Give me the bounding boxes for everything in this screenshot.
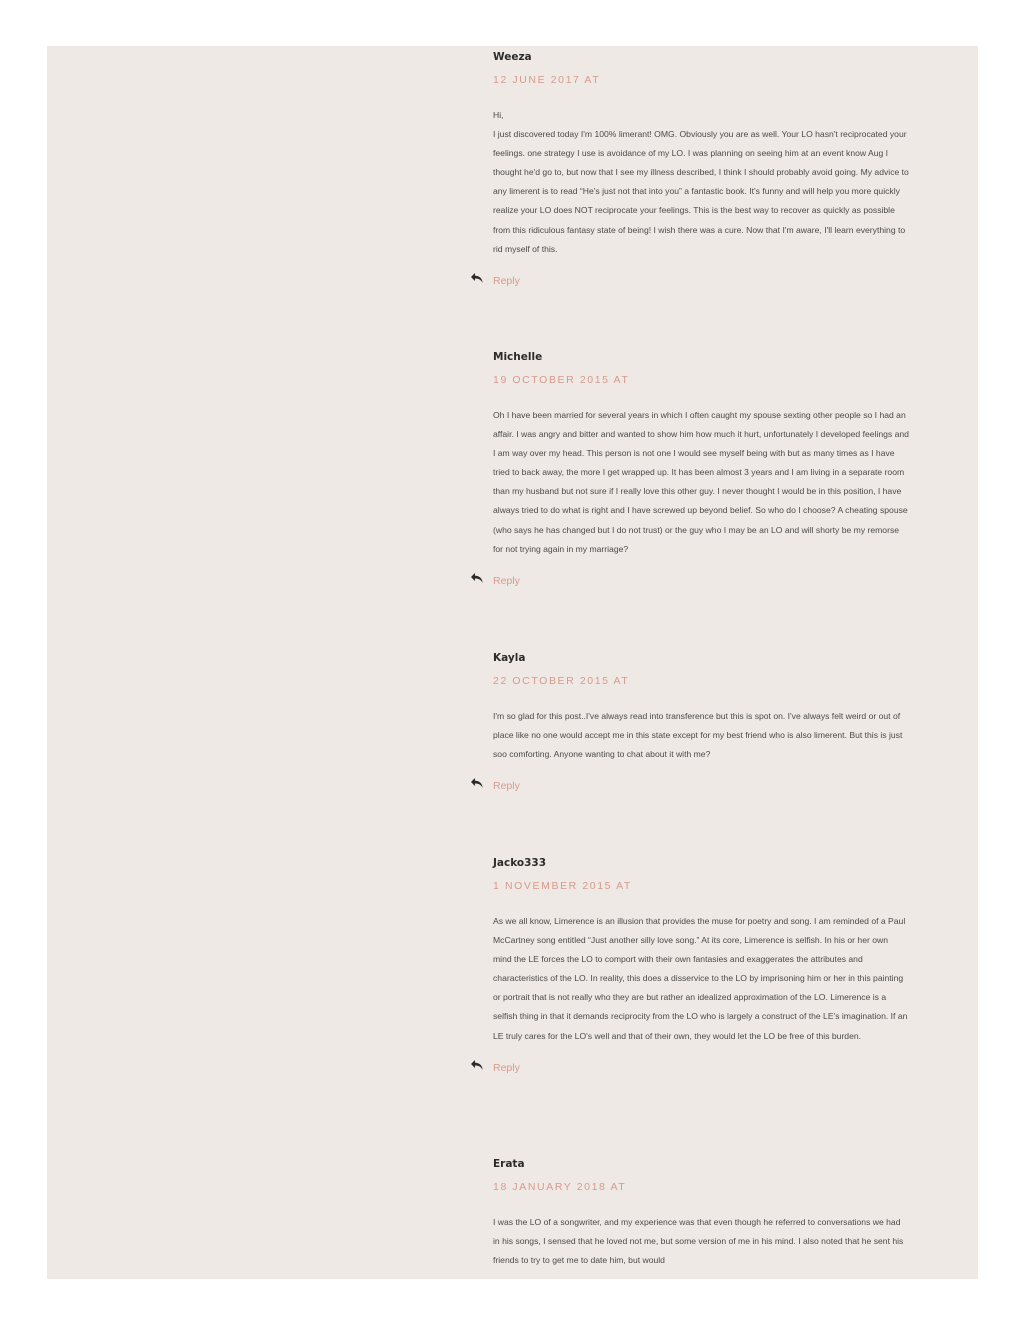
comment-body xyxy=(493,1213,909,1270)
comment xyxy=(493,349,909,586)
reply-link[interactable]: Reply xyxy=(493,780,520,793)
comment xyxy=(493,855,909,1073)
reply-arrow-icon xyxy=(470,777,484,789)
reply-arrow-icon xyxy=(470,572,484,584)
comment-author: Michelle xyxy=(493,351,543,363)
comment-author: Jacko333 xyxy=(493,857,547,869)
comment-body xyxy=(493,406,909,559)
comment-paragraph: As we all know, Limerence is an illusion that provides the muse for poetry and song. I am reminded of a Paul McCartney song entitled “Just another silly love song.” At its core, Limerence is selfish. In his or her own mind the LE forces the LO to comport with their own fantasies and exaggerates the attributes and characteristics of the LO. In reality, this does a disservice to the LO by imprisoning him or her in this painting or portrait that is not really who they are but rather an idealized approximation of the LO. Limerence is a selfish thing in that it demands reciprocity from the LO who is largely a construct of the LE's imagination. If an LE truly cares for the LO's well and that of their own, they would let the LO be free of this burden. xyxy=(493,916,908,1041)
comment-date[interactable]: 18 JANUARY 2018 AT xyxy=(493,1181,627,1193)
comment-body xyxy=(493,912,909,1046)
comment-paragraph: Hi, xyxy=(493,110,504,120)
comment-author: Kayla xyxy=(493,652,526,664)
comment-paragraph: I was the LO of a songwriter, and my experience was that even though he referred to conversations we had in his songs, I sensed that he loved not me, but some version of me in his mind. I also noted that he sent his friends to try to get me to date him, but would xyxy=(493,1217,904,1266)
comment-date[interactable]: 19 OCTOBER 2015 AT xyxy=(493,374,630,386)
comment-body xyxy=(493,106,909,259)
comments-panel xyxy=(47,46,978,1279)
reply-link[interactable]: Reply xyxy=(493,274,520,287)
comment-paragraph: Oh I have been married for several years in which I often caught my spouse sexting other people so I had an affair. I was angry and bitter and wanted to show him how much it hurt, unfortunately I developed feelings and I am way over my head. This person is not one I would see myself being with but as many times as I have tried to back away, the more I get wrapped up. It has been almost 3 years and I am living in a separate room than my husband but not sure if I really love this other guy. I never thought I would be in this position, I have always tried to do what is right and I have screwed up beyond belief. So who do I choose? A cheating spouse (who says he has changed but I do not trust) or the guy who I may be an LO and will shorty be my remorse for not trying again in my marriage? xyxy=(493,410,909,554)
comment-author: Erata xyxy=(493,1158,525,1170)
comment-body xyxy=(493,707,909,764)
comment-date[interactable]: 1 NOVEMBER 2015 AT xyxy=(493,880,632,892)
reply-button[interactable] xyxy=(493,272,909,286)
comment-date[interactable]: 12 JUNE 2017 AT xyxy=(493,74,601,86)
comment-author: Weeza xyxy=(493,51,532,63)
comment-date[interactable]: 22 OCTOBER 2015 AT xyxy=(493,675,630,687)
reply-link[interactable]: Reply xyxy=(493,574,520,587)
reply-arrow-icon xyxy=(470,272,484,284)
comment xyxy=(493,1156,909,1270)
reply-link[interactable]: Reply xyxy=(493,1061,520,1074)
reply-button[interactable] xyxy=(493,777,909,791)
reply-button[interactable] xyxy=(493,1059,909,1073)
comment xyxy=(493,650,909,791)
reply-button[interactable] xyxy=(493,572,909,586)
reply-arrow-icon xyxy=(470,1059,484,1071)
comment xyxy=(493,49,909,286)
comment-paragraph: I'm so glad for this post..I've always read into transference but this is spot on. I've always felt weird or out of place like no one would accept me in this state except for my best friend who is also limerent. But this is just soo comforting. Anyone wanting to chat about it with me? xyxy=(493,711,903,760)
comment-paragraph: I just discovered today I'm 100% limerant! OMG. Obviously you are as well. Your LO hasn't reciprocated your feelings. one strategy I use is avoidance of my LO. I was planning on seeing him at an event know Aug I thought he'd go to, but now that I see my illness described, I think I should probably avoid going. My advice to any limerent is to read “He's just not that into you” a fantastic book. It's funny and will help you more quickly realize your LO does NOT reciprocate your feelings. This is the best way to recover as quickly as possible from this ridiculous fantasy state of being! I wish there was a cure. Now that I'm aware, I'll learn everything to rid myself of this. xyxy=(493,129,909,254)
